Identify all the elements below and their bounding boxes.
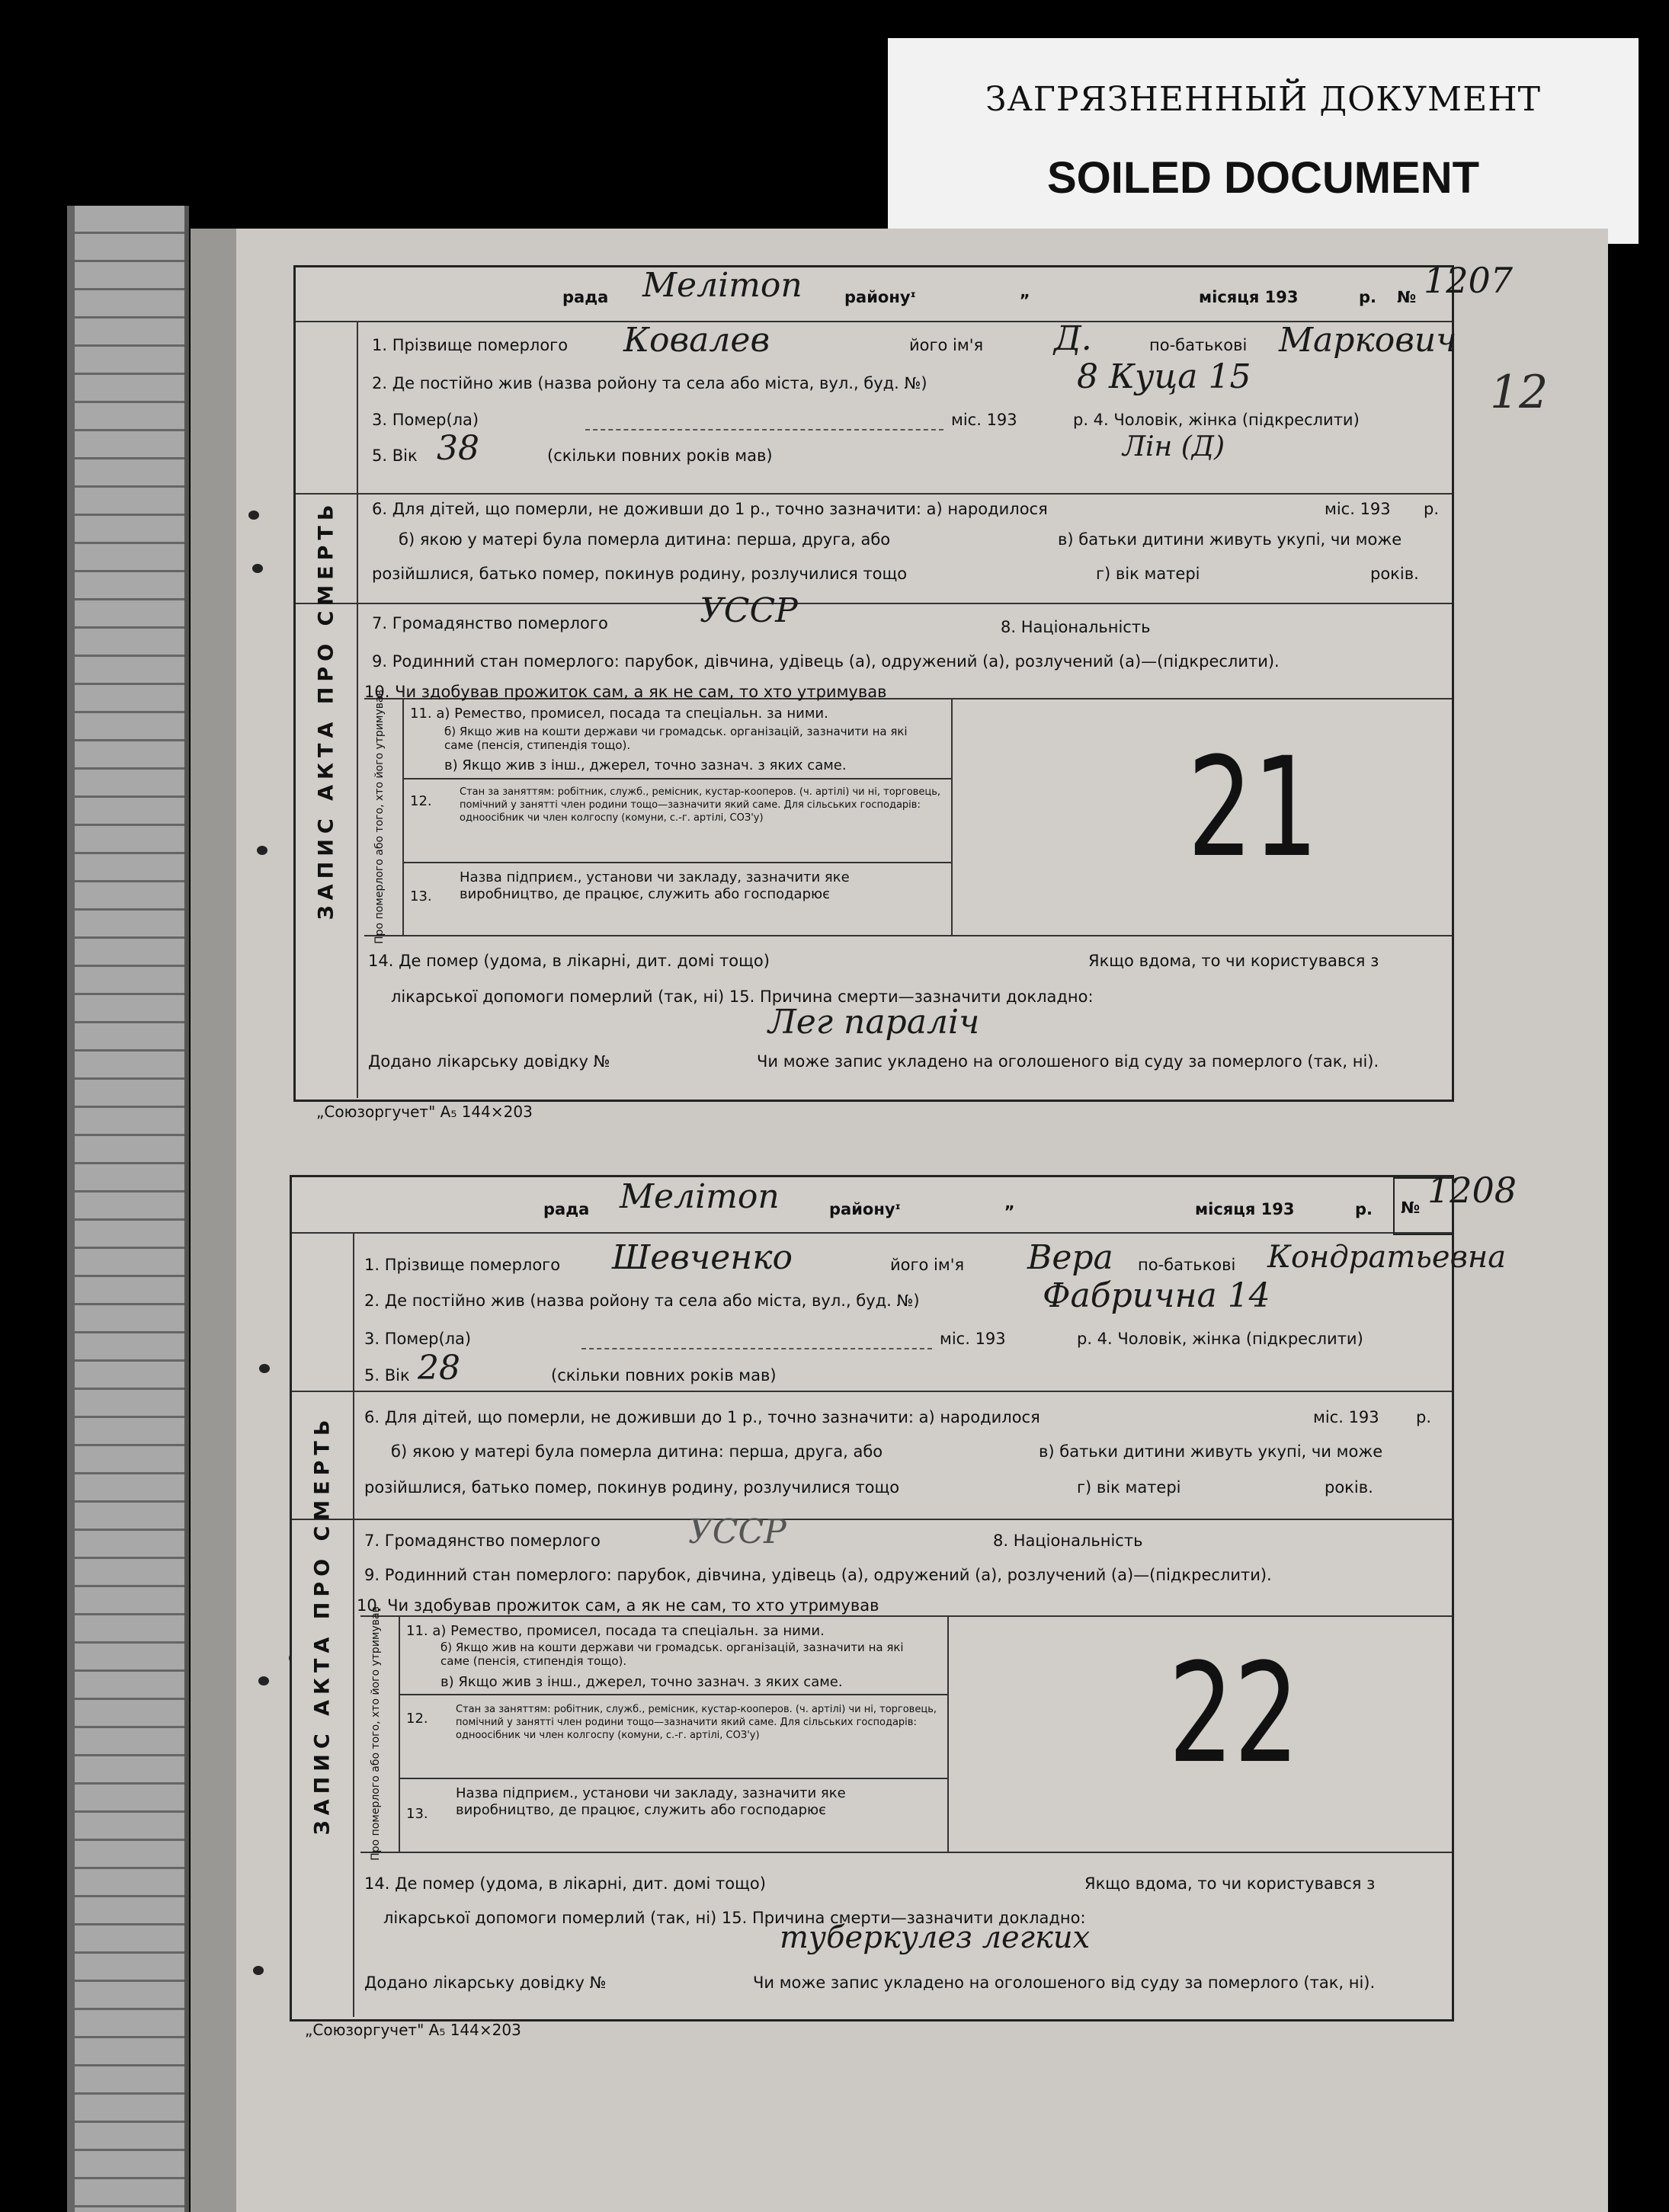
death-record-form-2 bbox=[290, 1170, 1517, 2022]
form-divider bbox=[360, 1615, 1452, 1617]
employment-status-label: Стан за заняттям: робітник, служб., ремісник, кустар-кооперов. (ч. артілі) чи ні, торговець, помічний у занятті член родини тощо—зазначити який саме. Для сільських господарів: одноосібник чи член колгоспу (комуни, с.-г. артілі, СОЗ'у) bbox=[456, 1704, 937, 1741]
form-divider bbox=[292, 1519, 1452, 1520]
binding-hole bbox=[259, 1364, 270, 1373]
died-month-label: міс. 193 bbox=[951, 411, 1017, 429]
gender-label: р. 4. Чоловік, жінка (підкреслити) bbox=[1077, 1330, 1363, 1348]
state-support-label: б) Якщо жив на кошти держави чи громадськ. організацій, зазначити на які саме (пенсія, стипендія тощо). bbox=[440, 1641, 904, 1668]
form-footer: „Союзоргучет" А₅ 144×203 bbox=[305, 2021, 521, 2039]
place-of-death-label: 14. Де помер (удома, в лікарні, дит. домі тощо) bbox=[368, 952, 770, 970]
place-of-death-label: 14. Де помер (удома, в лікарні, дит. домі тощо) bbox=[364, 1874, 766, 1893]
cause-label: лікарської допомоги померлий (так, ні) 15. Причина смерти—зазначити докладно: bbox=[391, 988, 1094, 1006]
cause-value: туберкулез легких bbox=[780, 1920, 1091, 1955]
form-divider bbox=[292, 1232, 1452, 1234]
died-label: 3. Помер(ла) bbox=[372, 411, 479, 429]
infant-year-suffix: р. bbox=[1424, 500, 1440, 518]
row-13-number: 13. bbox=[406, 1806, 428, 1822]
nationality-label: 8. Національність bbox=[1001, 618, 1151, 636]
page-margin-line bbox=[67, 206, 75, 2212]
record-number: 1208 bbox=[1427, 1170, 1517, 1211]
livelihood-label: 10. Чи здобував прожиток сам, а як не сам, то хто утримував bbox=[364, 683, 887, 701]
row-13-number: 13. bbox=[410, 888, 432, 904]
occupation-label: 11. а) Ремество, промисел, посада та спеціальн. за ними. bbox=[410, 706, 828, 722]
infant-month-label: міс. 193 bbox=[1325, 500, 1391, 518]
patronymic-label: по-батькові bbox=[1138, 1256, 1236, 1274]
infant-order-label: б) якою у матері була померла дитина: перша, друга, або bbox=[391, 1442, 883, 1461]
state-support-label: б) Якщо жив на кошти держави чи громадськ. організацій, зазначити на які саме (пенсія, стипендія тощо). bbox=[444, 725, 908, 752]
entry-number: 21 bbox=[1187, 728, 1318, 888]
workplace-label: Назва підприєм., установи чи закладу, зазначити яке виробництво, де працює, служить або господарює bbox=[456, 1785, 846, 1818]
surname-label: 1. Прізвище померлого bbox=[364, 1256, 561, 1274]
cause-label: лікарської допомоги померлий (так, ні) 15. Причина смерти—зазначити докладно: bbox=[383, 1909, 1086, 1927]
row-divider bbox=[402, 862, 951, 863]
age-label: 5. Вік bbox=[364, 1366, 410, 1385]
rada-value: Мелітоп bbox=[620, 1177, 780, 1216]
name-label: його ім'я bbox=[909, 336, 984, 354]
infant-year-suffix: р. bbox=[1416, 1408, 1432, 1426]
other-income-label: в) Якщо жив з інш., джерел, точно зазнач. з яких саме. bbox=[440, 1674, 843, 1690]
sub-column-line bbox=[947, 1615, 949, 1852]
form-footer: „Союзоргучет" А₅ 144×203 bbox=[316, 1103, 533, 1121]
patronymic-label: по-батькові bbox=[1149, 336, 1248, 354]
parents-status-label: розійшлися, батько помер, покинув родину, розлучилися тощо bbox=[372, 565, 908, 583]
name-label: його ім'я bbox=[890, 1256, 965, 1274]
court-record-label: Чи може запис укладено на оголошеного від суду за померлого (так, ні). bbox=[753, 1974, 1376, 1992]
page-gutter-shadow bbox=[191, 229, 236, 2212]
mother-age-label: г) вік матері bbox=[1096, 565, 1200, 583]
infant-order-label: б) якою у матері була померла дитина: перша, друга, або bbox=[399, 530, 891, 549]
surname-value: Шевченко bbox=[612, 1238, 793, 1277]
raionu-label: районуᶦ bbox=[844, 288, 916, 306]
entry-number: 22 bbox=[1168, 1634, 1299, 1794]
raionu-label: районуᶦ bbox=[829, 1200, 901, 1218]
death-record-form-1 bbox=[293, 260, 1514, 1102]
quote-mark: „ bbox=[1020, 283, 1030, 301]
died-label: 3. Помер(ла) bbox=[364, 1330, 472, 1348]
court-record-label: Чи може запис укладено на оголошеного від суду за померлого (так, ні). bbox=[757, 1052, 1379, 1071]
age-note: (скільки повних років мав) bbox=[547, 447, 773, 465]
row-12-number: 12. bbox=[410, 793, 432, 809]
nationality-label: 8. Національність bbox=[993, 1532, 1143, 1550]
soiled-label-ru: ЗАГРЯЗНЕННЫЙ ДОКУМЕНТ bbox=[985, 80, 1541, 119]
sub-column-line bbox=[402, 698, 404, 935]
at-home-label: Якщо вдома, то чи користувався з bbox=[1084, 1874, 1376, 1893]
name-value: Вера bbox=[1027, 1238, 1113, 1277]
age-value: 28 bbox=[418, 1349, 460, 1388]
residence-label: 2. Де постійно жив (назва ройону та села або міста, вул., буд. №) bbox=[372, 374, 927, 392]
residence-label: 2. Де постійно жив (назва ройону та села або міста, вул., буд. №) bbox=[364, 1292, 920, 1310]
soiled-label-en: SOILED DOCUMENT bbox=[1046, 153, 1480, 203]
patronymic-value: Маркович bbox=[1279, 321, 1457, 360]
infant-birth-label: 6. Для дітей, що померли, не доживши до 1 р., точно зазначити: а) народилося bbox=[364, 1408, 1040, 1426]
residence-value: 8 Куца 15 bbox=[1077, 357, 1251, 396]
side-subtitle: Про померлого або того, хто його утримував bbox=[373, 689, 386, 944]
year-suffix: р. bbox=[1355, 1200, 1373, 1218]
citizenship-label: 7. Громадянство померлого bbox=[364, 1532, 601, 1550]
surname-label: 1. Прізвище померлого bbox=[372, 336, 569, 354]
parents-label: в) батьки дитини живуть укупі, чи може bbox=[1058, 530, 1402, 549]
age-value: 38 bbox=[437, 429, 479, 468]
certificate-label: Додано лікарську довідку № bbox=[364, 1974, 607, 1992]
died-month-label: міс. 193 bbox=[940, 1330, 1006, 1348]
side-title: ЗАПИС АКТА ПРО СМЕРТЬ bbox=[314, 499, 338, 920]
at-home-label: Якщо вдома, то чи користувався з bbox=[1088, 952, 1379, 970]
year-suffix: р. bbox=[1359, 288, 1377, 306]
binding-hole bbox=[257, 846, 267, 855]
rada-value: Мелітоп bbox=[642, 266, 802, 305]
sub-column-line bbox=[951, 698, 953, 935]
gender-label: р. 4. Чоловік, жінка (підкреслити) bbox=[1073, 411, 1360, 429]
number-label: № bbox=[1397, 288, 1417, 306]
record-number: 1207 bbox=[1424, 260, 1514, 301]
sub-column-line bbox=[399, 1615, 400, 1852]
parents-label: в) батьки дитини живуть укупі, чи може bbox=[1039, 1442, 1383, 1461]
form-divider bbox=[364, 935, 1452, 936]
surname-value: Ковалев bbox=[623, 321, 770, 360]
ruled-lines bbox=[67, 206, 189, 2212]
marital-label: 9. Родинний стан померлого: парубок, дівчина, удівець (а), одружений (а), розлучений (а)—(підкреслити). bbox=[364, 1566, 1272, 1584]
certificate-label: Додано лікарську довідку № bbox=[368, 1052, 610, 1071]
form-divider bbox=[360, 1852, 1452, 1853]
livelihood-label: 10. Чи здобував прожиток сам, а як не сам, то хто утримував bbox=[357, 1596, 879, 1615]
employment-status-label: Стан за заняттям: робітник, служб., ремісник, кустар-кооперов. (ч. артілі) чи ні, торговець, помічний у занятті член родини тощо—зазначити який саме. Для сільських господарів: одноосібник чи член колгоспу (комуни, с.-г. артілі, СОЗ'у) bbox=[460, 786, 940, 824]
date-blank bbox=[585, 429, 943, 431]
years-label: років. bbox=[1370, 565, 1419, 583]
marital-label: 9. Родинний стан померлого: парубок, дівчина, удівець (а), одружений (а), розлучений (а)—(підкреслити). bbox=[372, 652, 1280, 671]
age-note: (скільки повних років мав) bbox=[551, 1366, 777, 1385]
citizenship-value: УССР bbox=[688, 1513, 786, 1551]
age-label: 5. Вік bbox=[372, 447, 418, 465]
row-divider bbox=[399, 1694, 947, 1695]
cause-value: Лег параліч bbox=[768, 1003, 980, 1042]
workplace-label: Назва підприєм., установи чи закладу, зазначити яке виробництво, де працює, служить або господарює bbox=[460, 869, 850, 902]
form-divider bbox=[296, 493, 1452, 495]
parents-status-label: розійшлися, батько помер, покинув родину, розлучилися тощо bbox=[364, 1478, 900, 1497]
date-blank bbox=[581, 1348, 932, 1349]
row-divider bbox=[399, 1778, 947, 1779]
binding-hole bbox=[252, 564, 263, 573]
soiled-document-label bbox=[888, 38, 1639, 244]
occupation-label: 11. а) Ремество, промисел, посада та спеціальн. за ними. bbox=[406, 1623, 825, 1639]
name-value: Д. bbox=[1054, 319, 1092, 358]
infant-birth-label: 6. Для дітей, що померли, не доживши до 1 р., точно зазначити: а) народилося bbox=[372, 500, 1048, 518]
rada-label: рада bbox=[543, 1200, 590, 1218]
side-title: ЗАПИС АКТА ПРО СМЕРТЬ bbox=[310, 1414, 335, 1835]
binding-hole bbox=[258, 1676, 269, 1685]
side-subtitle: Про померлого або того, хто його утримував bbox=[370, 1606, 382, 1861]
row-12-number: 12. bbox=[406, 1711, 428, 1727]
mother-age-label: г) вік матері bbox=[1077, 1478, 1181, 1497]
quote-mark: „ bbox=[1004, 1194, 1015, 1212]
citizenship-label: 7. Громадянство померлого bbox=[372, 614, 608, 632]
residence-value: Фабрична 14 bbox=[1043, 1276, 1270, 1315]
binding-hole bbox=[248, 511, 259, 520]
citizenship-value: УССР bbox=[700, 591, 798, 630]
book-spine-edge bbox=[184, 206, 189, 2212]
month-label: місяця 193 bbox=[1199, 288, 1299, 306]
infant-month-label: міс. 193 bbox=[1313, 1408, 1379, 1426]
patronymic-value: Кондратьевна bbox=[1267, 1240, 1507, 1275]
side-number: 12 bbox=[1490, 366, 1549, 419]
years-label: років. bbox=[1325, 1478, 1373, 1497]
previous-page-edge bbox=[67, 206, 189, 2212]
binding-hole bbox=[253, 1966, 264, 1975]
form-divider bbox=[296, 603, 1452, 604]
number-label: № bbox=[1401, 1199, 1421, 1217]
other-income-label: в) Якщо жив з інш., джерел, точно зазнач. з яких саме. bbox=[444, 757, 847, 773]
row-divider bbox=[402, 778, 951, 779]
rada-label: рада bbox=[562, 288, 609, 306]
gender-mark: Лін (Д) bbox=[1123, 431, 1225, 463]
month-label: місяця 193 bbox=[1195, 1200, 1295, 1218]
form-divider bbox=[292, 1391, 1452, 1392]
